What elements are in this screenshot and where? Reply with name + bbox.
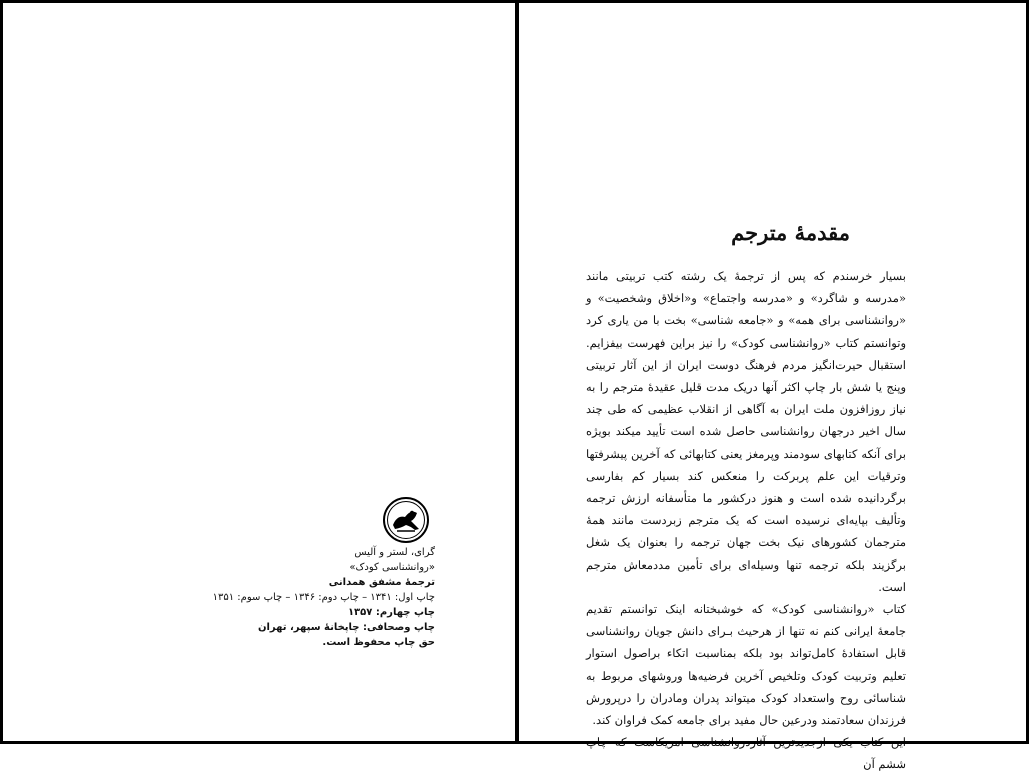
- preface-paragraph: بسیار خرسندم که پس از ترجمهٔ یک رشته کتب تربیتی مانند «مدرسه و شاگرد» و «مدرسه واجتماع» و«اخلاق وشخصیت» و «روانشناسی برای همه» و «جامعه شناسی» بخت با من یاری کرد وتوانستم کتاب «روانشناسی کودک» را نیز براین فهرست بیفزایم. استقبال حیرت‌انگیز مردم فرهنگ دوست ایران از این آثار تربیتی وپنج یا شش بار چاپ اکثر آنها دریک مدت قلیل عقیدهٔ مترجم را به نیاز روزافزون ملت ایران به آگاهی از انقلاب عظیمی که طی چند سال اخیر درجهان روانشناسی حاصل شده است تأیید میکند بویژه برای آنکه کتابهای سودمند وپرمغز یعنی کتابهائی که آخرین پیشرفتها وترقیات این علم پربرکت را منعکس کند بسیار کم بفارسی برگردانیده شده است و هنوز درکشور ما متأسفانه ارزش ترجمه وتألیف بپایه‌ای نرسیده است که یک مترجم زبردست مانند همهٔ مترجمان کشورهای نیک بخت جهان ترجمه را بعنوان یک شغل برگزیند بلکه ترجمه تنها وسیله‌ای برای تأمین مددمعاش مترجم است.: [586, 269, 906, 594]
- left-page: [0, 0, 515, 744]
- colophon: [212, 545, 435, 650]
- preface-body: [586, 265, 906, 776]
- colophon-book-title: «روانشناسی کودک»: [349, 562, 435, 573]
- colophon-authors: گرای، لستر و آلیس: [354, 547, 435, 558]
- colophon-translator: ترجمهٔ مشفق همدانی: [328, 577, 435, 588]
- colophon-fourth-edition: چاپ چهارم: ۱۳۵۷: [347, 607, 435, 618]
- preface-paragraph: کتاب «روانشناسی کودک» که خوشبختانه اینک توانستم تقدیم جامعهٔ ایرانی کنم نه تنها از هرحیث بـرای دانش جویان روانشناسی قابل استفادهٔ کامل‌تواند بود بلکه بمناسبت اتکاء براصول استوار تعلیم وتربیت کودک وتلخیص آخرین فرضیه‌ها وروشهای مربوط به شناسائی روح واستعداد کودک میتواند پدران ومادران را درپرورش فرزندان سعادتمند ودرعین حال مفید برای جامعه کمک فراوان کند.: [586, 602, 906, 728]
- publisher-logo-icon: [381, 495, 431, 545]
- preface-paragraph: ششم آن: [863, 757, 906, 772]
- scan-edge-left: [0, 0, 3, 744]
- colophon-copyright: حق چاپ محفوظ است.: [322, 637, 435, 648]
- colophon-editions: چاپ اول: ۱۳۴۱ – چاپ دوم: ۱۳۴۶ – چاپ سوم: ۱۳۵۱: [212, 592, 435, 603]
- scan-edge-top: [0, 0, 1029, 3]
- colophon-printer: چاپ وصحافی: چاپخانهٔ سپهر، تهران: [257, 622, 435, 633]
- book-gutter: [515, 0, 519, 744]
- preface-title: مقدمهٔ مترجم: [731, 220, 850, 245]
